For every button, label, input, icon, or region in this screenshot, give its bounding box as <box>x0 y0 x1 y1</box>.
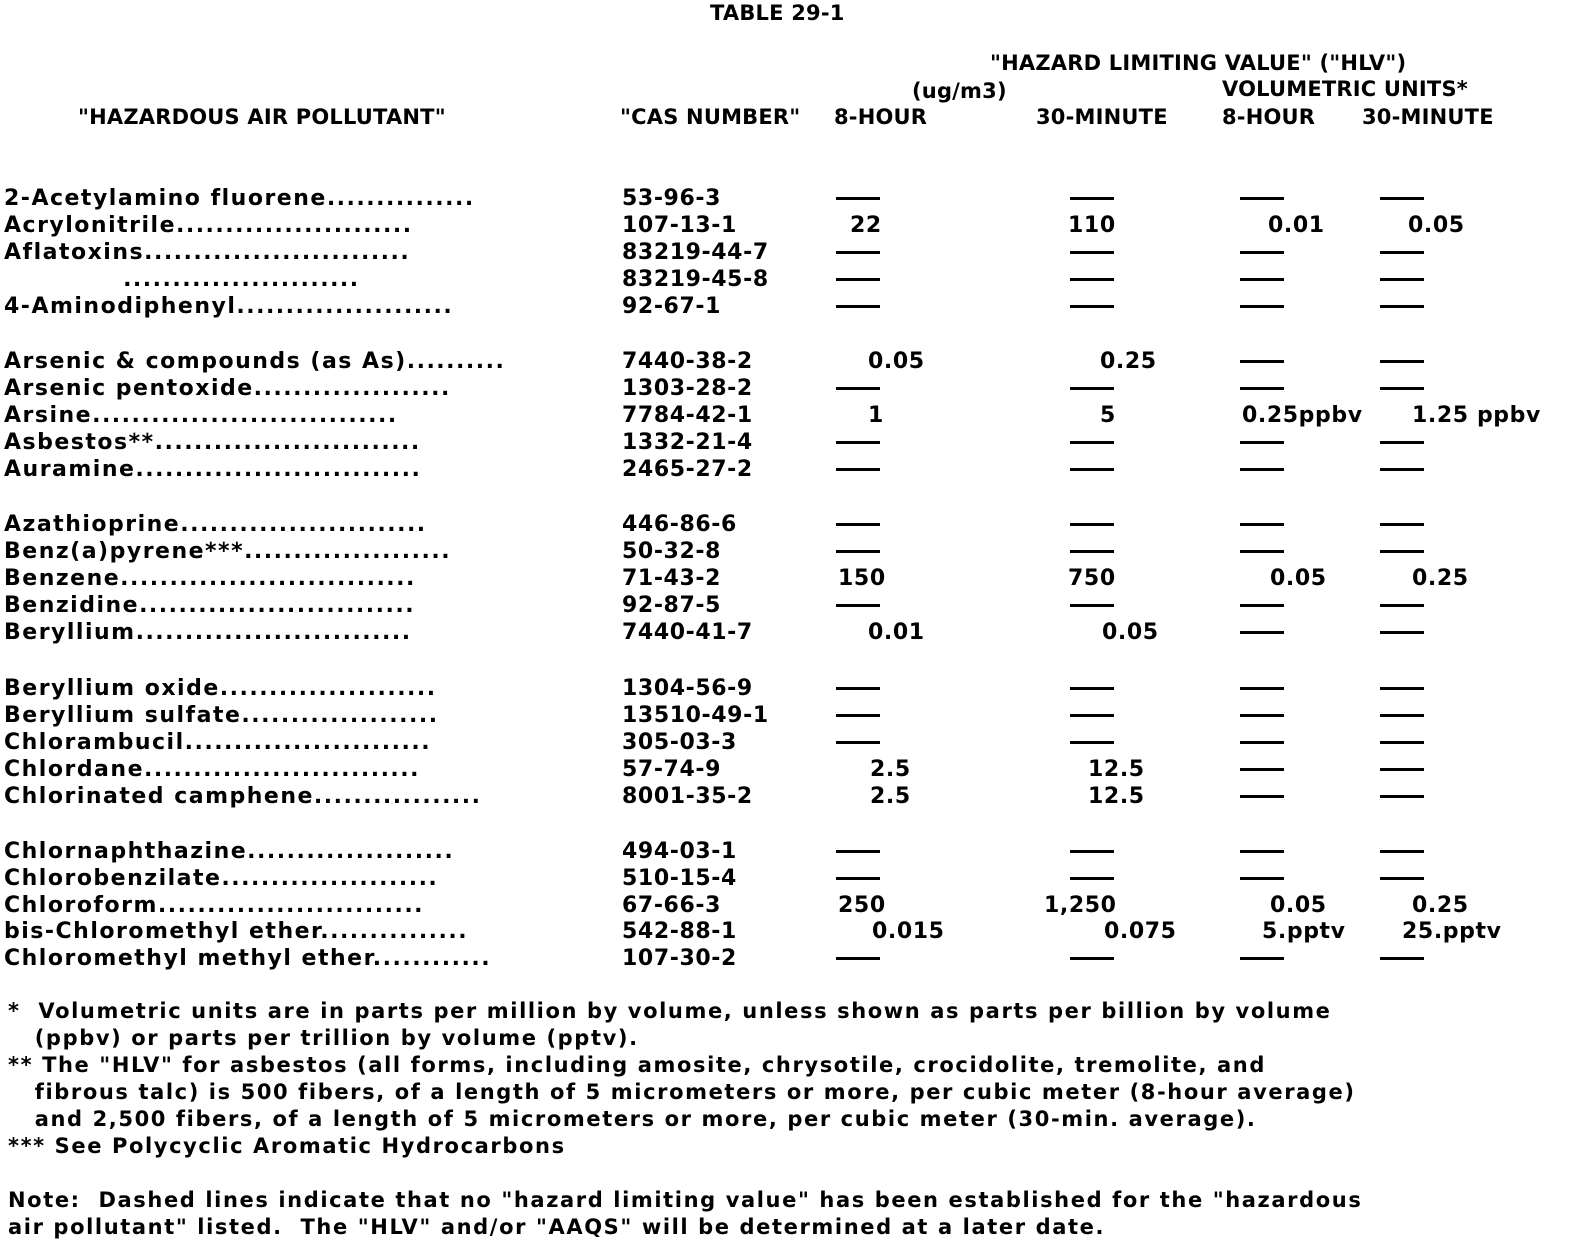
m30-value: 0.05 <box>1102 620 1159 645</box>
m30-value: 12.5 <box>1088 784 1145 809</box>
dash-no-value <box>836 957 880 960</box>
m30-value: 750 <box>1068 566 1116 591</box>
dash-no-value <box>1070 741 1114 744</box>
footnote-line: (ppbv) or parts per trillion by volume (pptv). <box>8 1026 639 1050</box>
cas-number: 50-32-8 <box>622 539 721 564</box>
dash-no-value <box>836 550 880 553</box>
dash-no-value <box>1240 768 1284 771</box>
dash-no-value <box>1380 387 1424 390</box>
cas-number: 1303-28-2 <box>622 376 753 401</box>
dash-no-value <box>836 468 880 471</box>
dash-no-value <box>1070 877 1114 880</box>
cas-number: 494-03-1 <box>622 839 737 864</box>
dash-no-value <box>1240 795 1284 798</box>
mass-8hr-header: 8-HOUR <box>834 105 928 129</box>
pollutant-name: Auramine............................. <box>4 457 422 482</box>
dash-no-value <box>1380 523 1424 526</box>
dash-no-value <box>1070 523 1114 526</box>
m8-value: 2.5 <box>870 757 911 782</box>
cas-number: 83219-44-7 <box>622 240 769 265</box>
dash-no-value <box>1070 714 1114 717</box>
pollutant-name: Beryllium............................ <box>4 620 412 645</box>
v8-value: 0.05 <box>1270 566 1327 591</box>
cas-column-header: "CAS NUMBER" <box>620 105 801 129</box>
dash-no-value <box>1240 523 1284 526</box>
volumetric-units-header: VOLUMETRIC UNITS* <box>1222 77 1468 101</box>
note-line: air pollutant" listed. The "HLV" and/or "AAQS" will be determined at a later date. <box>8 1215 1106 1239</box>
cas-number: 8001-35-2 <box>622 784 753 809</box>
cas-number: 53-96-3 <box>622 186 721 211</box>
dash-no-value <box>836 687 880 690</box>
dash-no-value <box>1070 197 1114 200</box>
pollutant-name: Chloromethyl methyl ether............ <box>4 946 492 971</box>
cas-number: 57-74-9 <box>622 757 721 782</box>
v30-value: 0.25 <box>1412 893 1469 918</box>
v30-value: 0.25 <box>1412 566 1469 591</box>
m30-value: 0.25 <box>1100 349 1157 374</box>
footnote-line: ** The "HLV" for asbestos (all forms, including amosite, chrysotile, crocidolite, tremolite, and <box>8 1053 1266 1077</box>
dash-no-value <box>1240 957 1284 960</box>
note-line: Note: Dashed lines indicate that no "hazard limiting value" has been established for the "hazardous <box>8 1188 1363 1212</box>
pollutant-name: Chloroform........................... <box>4 893 425 918</box>
m8-value: 0.01 <box>868 620 925 645</box>
pollutant-name: bis-Chloromethyl ether............... <box>4 919 469 944</box>
dash-no-value <box>1380 768 1424 771</box>
v30-value: 1.25 ppbv <box>1412 403 1541 428</box>
dash-no-value <box>1070 387 1114 390</box>
m30-value: 110 <box>1068 213 1116 238</box>
footnote-line: fibrous talc) is 500 fibers, of a length of 5 micrometers or more, per cubic meter (8-hour average) <box>8 1080 1356 1104</box>
cas-number: 1332-21-4 <box>622 430 753 455</box>
cas-number: 7784-42-1 <box>622 403 753 428</box>
dash-no-value <box>836 714 880 717</box>
mass-30min-header: 30-MINUTE <box>1036 105 1168 129</box>
v8-value: 0.01 <box>1268 213 1325 238</box>
pollutant-name: Acrylonitrile........................ <box>4 213 413 238</box>
dash-no-value <box>1380 305 1424 308</box>
dash-no-value <box>1380 550 1424 553</box>
dash-no-value <box>1070 251 1114 254</box>
dash-no-value <box>1070 604 1114 607</box>
dash-no-value <box>1240 877 1284 880</box>
dash-no-value <box>1380 850 1424 853</box>
pollutant-name: Arsenic pentoxide.................... <box>4 376 451 401</box>
dash-no-value <box>1380 197 1424 200</box>
dash-no-value <box>836 387 880 390</box>
dash-no-value <box>1240 850 1284 853</box>
pollutant-name: Benzene.............................. <box>4 566 416 591</box>
dash-no-value <box>1380 251 1424 254</box>
m8-value: 1 <box>868 403 884 428</box>
dash-no-value <box>1070 278 1114 281</box>
cas-number: 1304-56-9 <box>622 676 753 701</box>
dash-no-value <box>1240 687 1284 690</box>
dash-no-value <box>1240 631 1284 634</box>
pollutant-name: Chlornaphthazine..................... <box>4 839 455 864</box>
dash-no-value <box>1240 604 1284 607</box>
dash-no-value <box>836 278 880 281</box>
dash-no-value <box>1380 631 1424 634</box>
cas-number: 67-66-3 <box>622 893 721 918</box>
pollutant-name: Arsenic & compounds (as As).......... <box>4 349 506 374</box>
dash-no-value <box>836 877 880 880</box>
dash-no-value <box>1380 714 1424 717</box>
dash-no-value <box>836 197 880 200</box>
dash-no-value <box>1070 468 1114 471</box>
vol-30min-header: 30-MINUTE <box>1362 105 1494 129</box>
v8-value: 0.25ppbv <box>1242 403 1363 428</box>
footnote-line: *** See Polycyclic Aromatic Hydrocarbons <box>8 1134 566 1158</box>
dash-no-value <box>836 741 880 744</box>
dash-no-value <box>1240 741 1284 744</box>
dash-no-value <box>1240 305 1284 308</box>
dash-no-value <box>1240 360 1284 363</box>
m8-value: 22 <box>850 213 882 238</box>
dash-no-value <box>836 523 880 526</box>
cas-number: 92-67-1 <box>622 294 721 319</box>
dash-no-value <box>836 850 880 853</box>
pollutant-name: Chlorobenzilate...................... <box>4 866 439 891</box>
dash-no-value <box>1070 850 1114 853</box>
dash-no-value <box>836 251 880 254</box>
pollutant-name: 2-Acetylamino fluorene............... <box>4 186 475 211</box>
m8-value: 0.05 <box>868 349 925 374</box>
dash-no-value <box>836 305 880 308</box>
v30-value: 0.05 <box>1408 213 1465 238</box>
cas-number: 542-88-1 <box>622 919 737 944</box>
dash-no-value <box>1380 468 1424 471</box>
footnote-line: * Volumetric units are in parts per million by volume, unless shown as parts per billion by volume <box>8 999 1332 1023</box>
dash-no-value <box>836 604 880 607</box>
pollutant-column-header: "HAZARDOUS AIR POLLUTANT" <box>78 105 446 129</box>
dash-no-value <box>1240 550 1284 553</box>
dash-no-value <box>1380 957 1424 960</box>
cas-number: 2465-27-2 <box>622 457 753 482</box>
dash-no-value <box>1240 714 1284 717</box>
dash-no-value <box>1240 197 1284 200</box>
dash-no-value <box>1070 550 1114 553</box>
cas-number: 7440-38-2 <box>622 349 753 374</box>
cas-number: 305-03-3 <box>622 730 737 755</box>
dash-no-value <box>1380 795 1424 798</box>
v8-value: 5.pptv <box>1262 919 1346 944</box>
pollutant-name: Arsine............................... <box>4 403 398 428</box>
pollutant-name: Chlorinated camphene................. <box>4 784 482 809</box>
dash-no-value <box>1240 468 1284 471</box>
vol-8hr-header: 8-HOUR <box>1222 105 1316 129</box>
cas-number: 71-43-2 <box>622 566 721 591</box>
dash-no-value <box>1070 957 1114 960</box>
pollutant-name: Benz(a)pyrene***..................... <box>4 539 452 564</box>
cas-number: 92-87-5 <box>622 593 721 618</box>
cas-number: 13510-49-1 <box>622 703 769 728</box>
dash-no-value <box>1240 251 1284 254</box>
dash-no-value <box>1380 687 1424 690</box>
m30-value: 5 <box>1100 403 1116 428</box>
m8-value: 2.5 <box>870 784 911 809</box>
m30-value: 0.075 <box>1104 919 1177 944</box>
pollutant-name: 4-Aminodiphenyl...................... <box>4 294 454 319</box>
dash-no-value <box>1380 741 1424 744</box>
dash-no-value <box>1380 441 1424 444</box>
m8-value: 250 <box>838 893 886 918</box>
dash-no-value <box>1070 441 1114 444</box>
dash-no-value <box>1240 441 1284 444</box>
pollutant-name: Chlorambucil......................... <box>4 730 432 755</box>
m8-value: 150 <box>838 566 886 591</box>
pollutant-name: Beryllium oxide...................... <box>4 676 437 701</box>
dash-no-value <box>1380 877 1424 880</box>
dash-no-value <box>1380 604 1424 607</box>
cas-number: 107-30-2 <box>622 946 737 971</box>
table-title: TABLE 29-1 <box>710 1 845 25</box>
dash-no-value <box>1380 278 1424 281</box>
dash-no-value <box>836 441 880 444</box>
pollutant-name: ........................ <box>4 267 360 292</box>
pollutant-name: Benzidine............................ <box>4 593 416 618</box>
pollutant-name: Asbestos**........................... <box>4 430 421 455</box>
v8-value: 0.05 <box>1270 893 1327 918</box>
mass-units-header: (ug/m3) <box>912 79 1007 103</box>
dash-no-value <box>1380 360 1424 363</box>
pollutant-name: Chlordane............................ <box>4 757 420 782</box>
footnote-line: and 2,500 fibers, of a length of 5 micrometers or more, per cubic meter (30-min. average). <box>8 1107 1257 1131</box>
cas-number: 7440-41-7 <box>622 620 753 645</box>
v30-value: 25.pptv <box>1402 919 1502 944</box>
pollutant-name: Aflatoxins........................... <box>4 240 411 265</box>
cas-number: 510-15-4 <box>622 866 737 891</box>
hlv-header: "HAZARD LIMITING VALUE" ("HLV") <box>990 51 1407 75</box>
pollutant-name: Azathioprine......................... <box>4 512 427 537</box>
m8-value: 0.015 <box>872 919 945 944</box>
dash-no-value <box>1240 278 1284 281</box>
cas-number: 107-13-1 <box>622 213 737 238</box>
dash-no-value <box>1240 387 1284 390</box>
m30-value: 1,250 <box>1044 893 1117 918</box>
pollutant-name: Beryllium sulfate.................... <box>4 703 439 728</box>
cas-number: 446-86-6 <box>622 512 737 537</box>
dash-no-value <box>1070 305 1114 308</box>
dash-no-value <box>1070 687 1114 690</box>
cas-number: 83219-45-8 <box>622 267 769 292</box>
m30-value: 12.5 <box>1088 757 1145 782</box>
